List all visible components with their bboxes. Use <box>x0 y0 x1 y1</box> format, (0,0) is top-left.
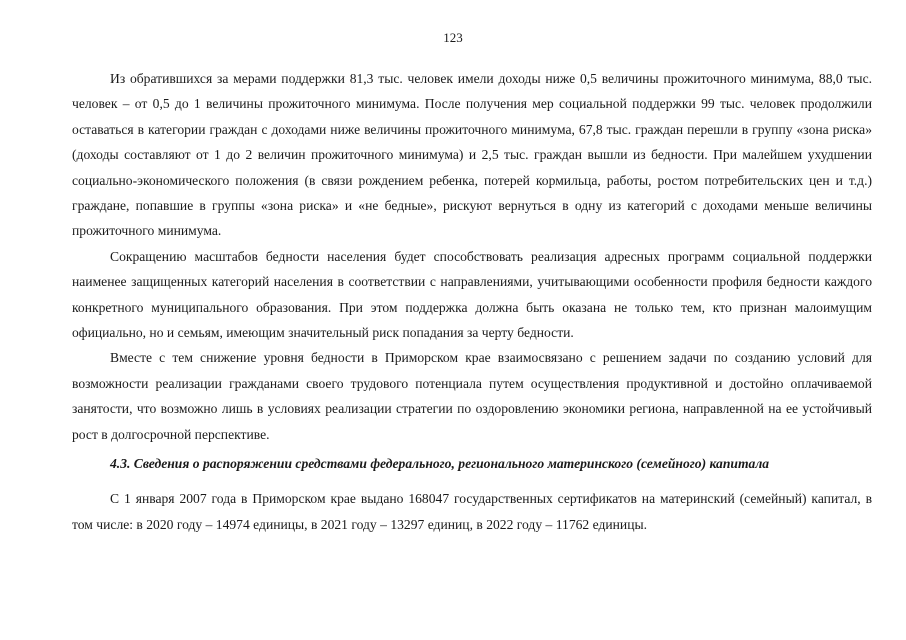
paragraph-poverty-reduction: Сокращению масштабов бедности населения будет способствовать реализация адресных программ социальной поддержки наименее защищенных категорий населения в соответствии с направлениями, учитывающими особенности профиля бедности каждого конкретного муниципального образования. При этом поддержка должна быть оказана не только тем, кто признан малоимущим официально, но и семьям, имеющим значительный риск попадания за черту бедности. <box>72 248 872 341</box>
paragraph-labor-potential: Вместе с тем снижение уровня бедности в Приморском крае взаимосвязано с решением задачи по созданию условий для возможности реализации гражданами своего трудового потенциала путем осуществления продуктивной и достойно оплачиваемой занятости, что возможно лишь в условиях реализации стратегии по оздоровлению экономики региона, направленной на ее устойчивый рост в долгосрочной перспективе. <box>72 350 872 442</box>
section-heading: 4.3. Сведения о распоряжении средствами федерального, регионального материнского (семейного) капитала <box>110 456 770 472</box>
page-number: 123 <box>443 30 463 45</box>
document-body <box>72 66 872 537</box>
paragraph-support-measures: Из обратившихся за мерами поддержки 81,3 тыс. человек имели доходы ниже 0,5 величины прожиточного минимума, 88,0 тыс. человек – от 0,5 до 1 величины прожиточного минимума. После получения мер социальной поддержки 99 тыс. человек продолжили оставаться в категории граждан с доходами ниже величины прожиточного минимума, 67,8 тыс. граждан перешли в группу «зона риска» (доходы составляют от 1 до 2 величин прожиточного минимума) и 2,5 тыс. граждан вышли из бедности. При малейшем ухудшении социально-экономического положения (в связи рождением ребенка, потерей кормильца, работы, ростом потребительских цен и т.д.) граждане, попавшие в группы «зона риска» и «не бедные», рискуют вернуться в одну из категорий с доходами меньше величины прожиточного минимума. <box>72 71 872 239</box>
paragraph-maternity-capital: С 1 января 2007 года в Приморском крае выдано 168047 государственных сертификатов на материнский (семейный) капитал, в том числе: в 2020 году – 14974 единицы, в 2021 году – 13297 единиц, в 2022 году – 11762 единицы. <box>72 491 872 532</box>
